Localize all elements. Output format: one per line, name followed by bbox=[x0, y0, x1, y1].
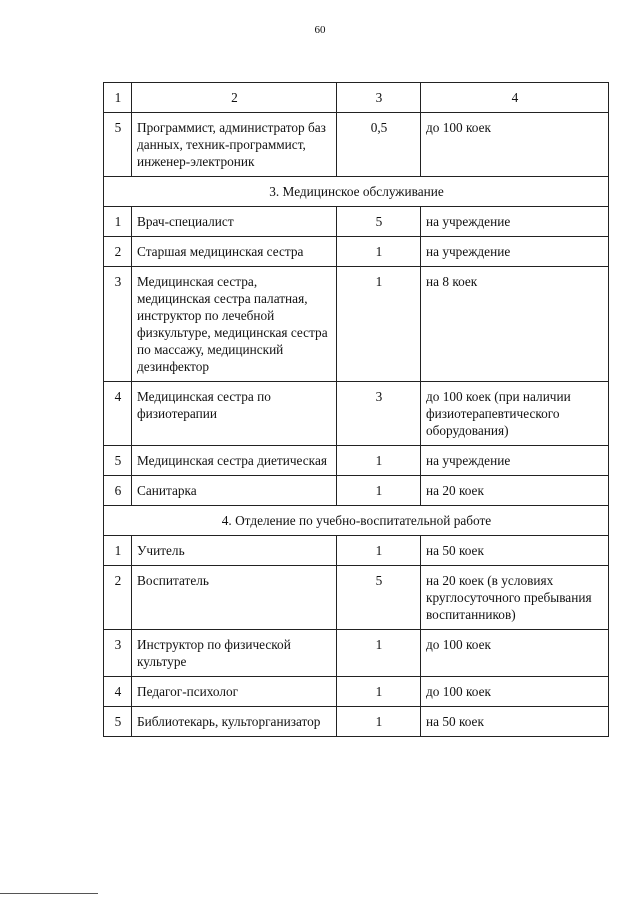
row-position: Инструктор по физической культуре bbox=[132, 630, 337, 677]
row-position: Врач-специалист bbox=[132, 207, 337, 237]
page-number: 60 bbox=[314, 24, 326, 36]
table-row bbox=[104, 566, 609, 630]
section-heading: 3. Медицинское обслуживание bbox=[104, 177, 609, 207]
row-basis: до 100 коек bbox=[421, 113, 609, 177]
row-number: 4 bbox=[104, 382, 132, 446]
table-row bbox=[104, 267, 609, 382]
row-position: Медицинская сестра по физиотерапии bbox=[132, 382, 337, 446]
row-number: 2 bbox=[104, 237, 132, 267]
row-quantity: 1 bbox=[337, 630, 421, 677]
table-row bbox=[104, 382, 609, 446]
row-quantity: 0,5 bbox=[337, 113, 421, 177]
table-row bbox=[104, 707, 609, 737]
row-quantity: 1 bbox=[337, 237, 421, 267]
row-position: Педагог-психолог bbox=[132, 677, 337, 707]
header-cell-number: 1 bbox=[104, 83, 132, 113]
row-basis: на 8 коек bbox=[421, 267, 609, 382]
row-number: 6 bbox=[104, 476, 132, 506]
row-quantity: 5 bbox=[337, 207, 421, 237]
row-basis: на 50 коек bbox=[421, 536, 609, 566]
row-basis: на 50 коек bbox=[421, 707, 609, 737]
row-basis: на учреждение bbox=[421, 207, 609, 237]
row-number: 2 bbox=[104, 566, 132, 630]
row-position: Медицинская сестра, медицинская сестра палатная, инструктор по лечебной физкультуре, медицинская сестра по массажу, медицинский дезинфектор bbox=[132, 267, 337, 382]
row-basis: до 100 коек (при наличии физиотерапевтического оборудования) bbox=[421, 382, 609, 446]
row-number: 4 bbox=[104, 677, 132, 707]
row-basis: до 100 коек bbox=[421, 630, 609, 677]
section-heading: 4. Отделение по учебно-воспитательной работе bbox=[104, 506, 609, 536]
row-basis: на учреждение bbox=[421, 446, 609, 476]
section-heading-row bbox=[104, 177, 609, 207]
row-quantity: 3 bbox=[337, 382, 421, 446]
row-basis: на 20 коек (в условиях круглосуточного пребывания воспитанников) bbox=[421, 566, 609, 630]
row-quantity: 5 bbox=[337, 566, 421, 630]
table-row bbox=[104, 536, 609, 566]
footer-rule bbox=[0, 893, 98, 894]
row-number: 5 bbox=[104, 707, 132, 737]
row-number: 3 bbox=[104, 267, 132, 382]
table-row bbox=[104, 446, 609, 476]
row-number: 1 bbox=[104, 536, 132, 566]
table-header-row bbox=[104, 83, 609, 113]
row-quantity: 1 bbox=[337, 446, 421, 476]
row-quantity: 1 bbox=[337, 476, 421, 506]
row-basis: на 20 коек bbox=[421, 476, 609, 506]
table-row bbox=[104, 237, 609, 267]
row-number: 1 bbox=[104, 207, 132, 237]
table-row bbox=[104, 630, 609, 677]
table-row bbox=[104, 113, 609, 177]
section-heading-row bbox=[104, 506, 609, 536]
row-number: 5 bbox=[104, 113, 132, 177]
row-basis: до 100 коек bbox=[421, 677, 609, 707]
row-position: Старшая медицинская сестра bbox=[132, 237, 337, 267]
row-number: 5 bbox=[104, 446, 132, 476]
row-position: Воспитатель bbox=[132, 566, 337, 630]
row-quantity: 1 bbox=[337, 677, 421, 707]
row-basis: на учреждение bbox=[421, 237, 609, 267]
row-position: Санитарка bbox=[132, 476, 337, 506]
row-position: Учитель bbox=[132, 536, 337, 566]
row-position: Программист, администратор баз данных, техник-программист, инженер-электроник bbox=[132, 113, 337, 177]
table-row bbox=[104, 476, 609, 506]
row-quantity: 1 bbox=[337, 267, 421, 382]
header-cell-basis: 4 bbox=[421, 83, 609, 113]
header-cell-position: 2 bbox=[132, 83, 337, 113]
table-row bbox=[104, 677, 609, 707]
row-position: Медицинская сестра диетическая bbox=[132, 446, 337, 476]
table-row bbox=[104, 207, 609, 237]
row-number: 3 bbox=[104, 630, 132, 677]
row-quantity: 1 bbox=[337, 536, 421, 566]
header-cell-quantity: 3 bbox=[337, 83, 421, 113]
row-quantity: 1 bbox=[337, 707, 421, 737]
row-position: Библиотекарь, культорганизатор bbox=[132, 707, 337, 737]
staffing-table bbox=[103, 82, 609, 737]
